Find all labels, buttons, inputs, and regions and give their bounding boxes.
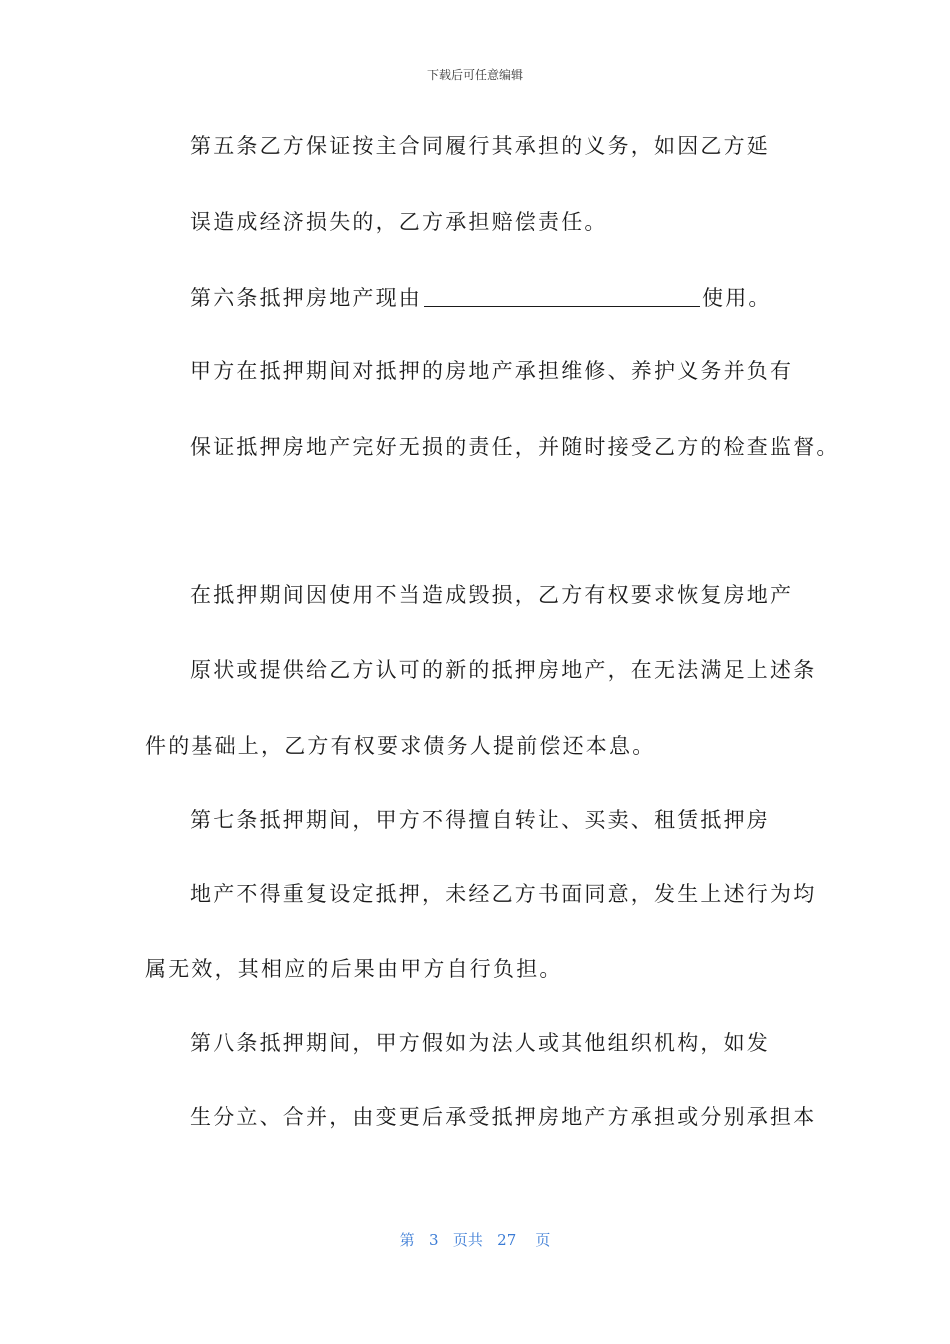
page-header: 下载后可任意编辑 (426, 68, 523, 82)
damage-line-1: 在抵押期间因使用不当造成毁损，乙方有权要求恢复房地产 (190, 583, 794, 607)
clause-5-line-1: 第五条乙方保证按主合同履行其承担的义务，如因乙方延 (190, 134, 770, 158)
clause-8-line-2: 生分立、合并，由变更后承受抵押房地产方承担或分别承担本 (190, 1105, 817, 1129)
clause-7-line-1: 第七条抵押期间，甲方不得擅自转让、买卖、租赁抵押房 (190, 808, 770, 832)
clause-6-text-before: 第六条抵押房地产现由 (190, 286, 422, 310)
clause-7-line-2: 地产不得重复设定抵押，未经乙方书面同意，发生上述行为均 (190, 882, 817, 906)
fill-in-blank (424, 286, 700, 307)
footer-suffix: 页 (535, 1231, 551, 1249)
clause-5-line-2: 误造成经济损失的，乙方承担赔偿责任。 (190, 210, 608, 234)
clause-6-line-1 (190, 283, 772, 313)
footer-total-pages: 27 (497, 1231, 517, 1249)
clause-7-line-3: 属无效，其相应的后果由甲方自行负担。 (145, 957, 563, 981)
clause-8-line-1: 第八条抵押期间，甲方假如为法人或其他组织机构，如发 (190, 1031, 770, 1055)
maintenance-line-2: 保证抵押房地产完好无损的责任，并随时接受乙方的检查监督。 (190, 435, 840, 459)
page-footer (0, 1229, 950, 1250)
footer-middle: 页共 (452, 1231, 483, 1249)
maintenance-line-1: 甲方在抵押期间对抵押的房地产承担维修、养护义务并负有 (190, 359, 794, 383)
clause-6-text-after: 使用。 (702, 286, 772, 310)
damage-line-2: 原状或提供给乙方认可的新的抵押房地产，在无法满足上述条 (190, 658, 817, 682)
footer-prefix: 第 (399, 1231, 415, 1249)
damage-line-3: 件的基础上，乙方有权要求债务人提前偿还本息。 (145, 734, 656, 758)
footer-current-page: 3 (428, 1231, 439, 1249)
